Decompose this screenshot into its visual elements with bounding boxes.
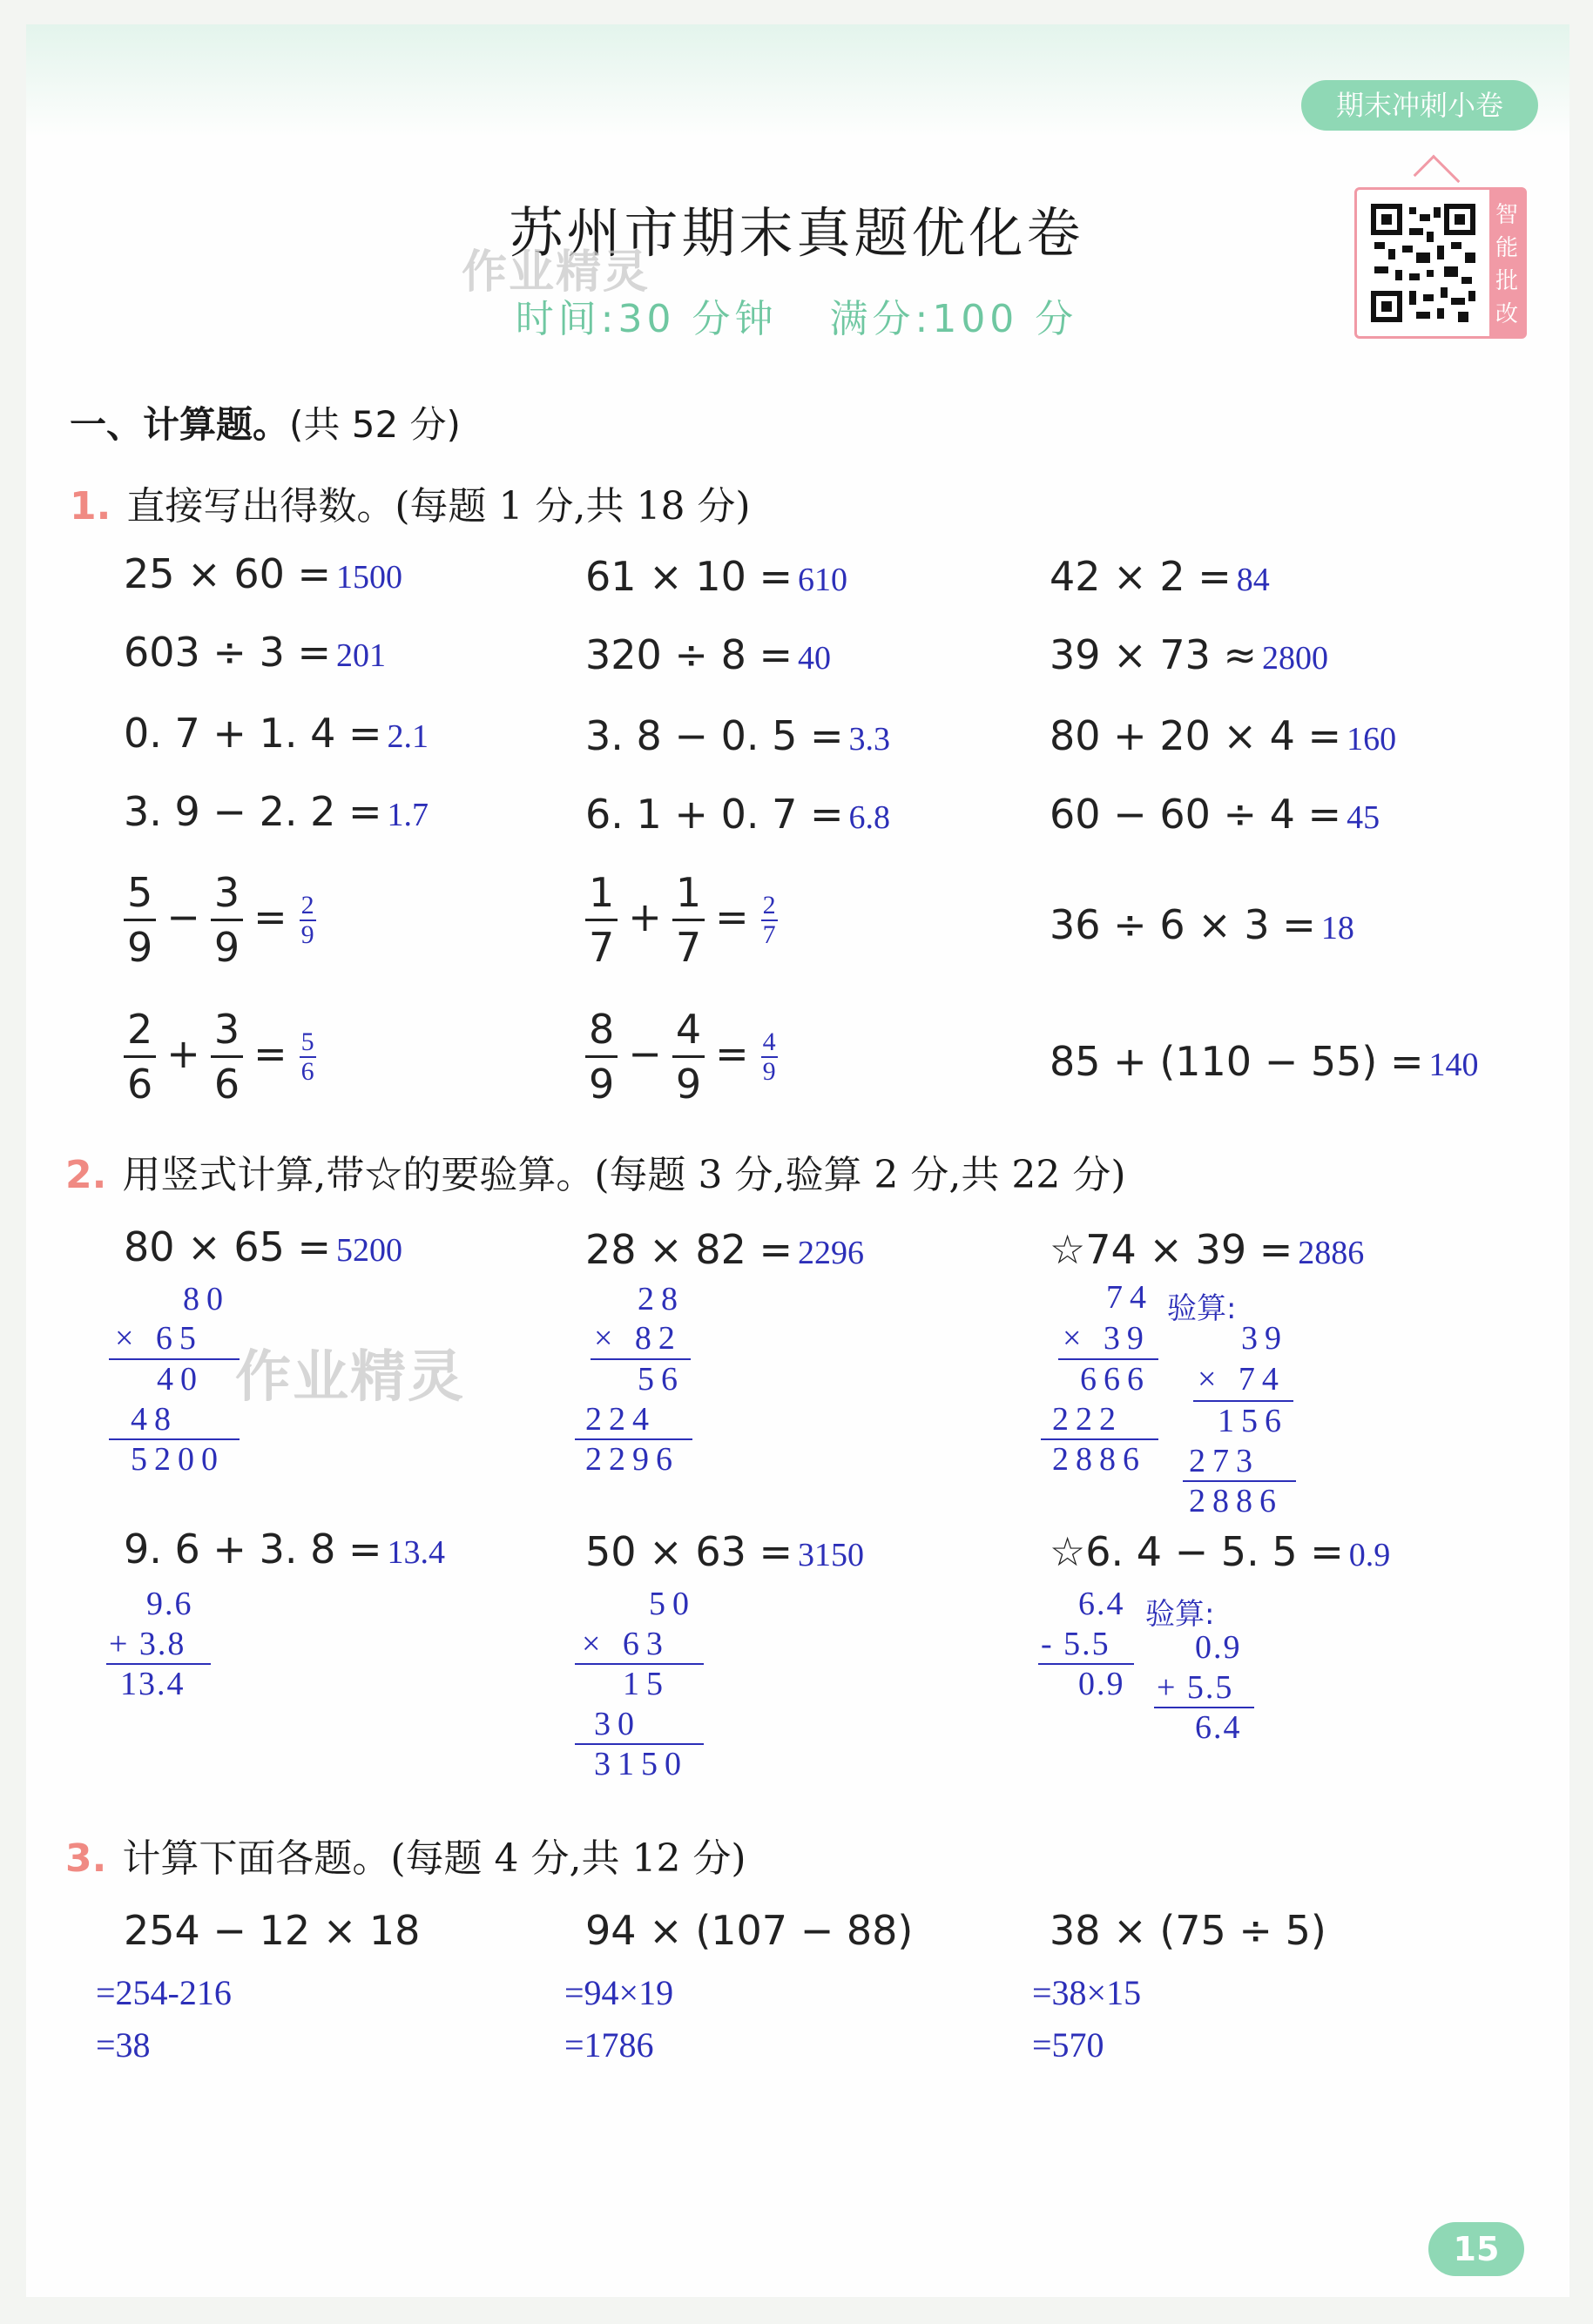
calc-item: ☆6. 4 − 5. 5 = 0.9 [1050, 1528, 1391, 1575]
work-step: =1786 [564, 2025, 654, 2065]
answer: 160 [1347, 721, 1397, 758]
work-line: 224 [585, 1401, 656, 1438]
answer: 1500 [336, 559, 403, 596]
work-line: × 63 [582, 1626, 670, 1662]
calc-item: 60 − 60 ÷ 4 = 45 [1050, 791, 1380, 838]
qr-label-char: 智 [1495, 202, 1518, 228]
work-line: - 5.5 [1041, 1626, 1110, 1662]
full-score: 满分:100 分 [829, 297, 1078, 341]
answer: 18 [1320, 910, 1354, 946]
work-line: × 65 [115, 1320, 203, 1357]
question-number: 1. [70, 484, 111, 529]
exam-tag: 期末冲刺小卷 [1301, 80, 1538, 131]
work-line: 13.4 [120, 1666, 186, 1702]
work-line: 50 [649, 1586, 696, 1622]
calc-item: 6. 1 + 0. 7 = 6.8 [585, 791, 891, 838]
work-line: 666 [1080, 1361, 1151, 1398]
calc-item: 3. 9 − 2. 2 = 1.7 [124, 788, 429, 835]
fraction-item: $\frac{8}{9}$ − $\frac{4}{9}$ = $\frac{4}{9}$ [582, 1003, 778, 1110]
check-line: 2886 [1189, 1483, 1283, 1519]
work-step: =38 [96, 2025, 151, 2065]
calc-item: 0. 7 + 1. 4 = 2.1 [124, 710, 429, 757]
work-line: 6.4 [1078, 1586, 1125, 1622]
section-note: (共 52 分) [289, 403, 461, 446]
question-1 [70, 475, 751, 530]
question-2 [65, 1143, 1126, 1199]
answer: 2886 [1298, 1235, 1365, 1271]
work-line: 222 [1052, 1401, 1123, 1438]
section-heading [70, 396, 461, 448]
fraction-item: $\frac{5}{9}$ − $\frac{3}{9}$ = $\frac{2}{9}$ [120, 866, 316, 973]
work-line: 2296 [585, 1441, 679, 1478]
calc-item: 38 × (75 ÷ 5) [1050, 1907, 1326, 1954]
answer: 40 [798, 640, 832, 677]
answer: 5200 [336, 1232, 403, 1269]
work-step: =254-216 [96, 1973, 232, 2012]
answer: $\frac{2}{9}$ [300, 890, 314, 949]
page-title: 苏州市期末真题优化卷 [509, 201, 1084, 265]
answer: 1.7 [387, 797, 429, 833]
work-step: =570 [1032, 2025, 1104, 2065]
calc-item: 320 ÷ 8 = 40 [585, 631, 832, 678]
work-line: × 39 [1063, 1320, 1151, 1357]
watermark: 作业精灵 [235, 1345, 465, 1410]
work-line: 74 [1106, 1279, 1153, 1316]
work-line: 2886 [1052, 1441, 1146, 1478]
check-line: 273 [1189, 1443, 1259, 1479]
answer: 3150 [798, 1537, 865, 1573]
work-line: 30 [594, 1706, 641, 1742]
calc-item: 61 × 10 = 610 [585, 553, 848, 600]
exam-info [0, 287, 1593, 343]
question-number: 3. [65, 1836, 107, 1881]
section-title: 一、计算题。 [70, 403, 290, 446]
check-label: 验算: [1145, 1597, 1215, 1632]
work-line: × 82 [594, 1320, 682, 1357]
work-line: 0.9 [1078, 1666, 1125, 1702]
check-line: 0.9 [1195, 1629, 1242, 1666]
work-line: 9.6 [146, 1586, 193, 1622]
work-step: =94×19 [564, 1973, 674, 2012]
answer: 45 [1347, 799, 1380, 836]
check-label: 验算: [1167, 1291, 1237, 1326]
calc-item: 80 + 20 × 4 = 160 [1050, 712, 1397, 759]
check-line: + 5.5 [1157, 1669, 1234, 1706]
calc-item: 28 × 82 = 2296 [585, 1226, 865, 1273]
calc-item: 254 − 12 × 18 [124, 1907, 421, 1954]
qr-label-char: 改 [1495, 301, 1518, 327]
fraction-item: $\frac{2}{6}$ + $\frac{3}{6}$ = $\frac{5}{6}$ [120, 1003, 316, 1110]
check-line: × 74 [1198, 1361, 1286, 1398]
calc-item: 39 × 73 ≈ 2800 [1050, 631, 1329, 678]
answer: 140 [1428, 1047, 1479, 1083]
work-line: 28 [638, 1281, 685, 1317]
answer: 2296 [798, 1235, 865, 1271]
answer: 3.3 [848, 721, 891, 758]
qr-label-char: 能 [1495, 235, 1518, 261]
calc-item: 50 × 63 = 3150 [585, 1528, 865, 1575]
work-line: + 3.8 [109, 1626, 186, 1662]
answer: $\frac{4}{9}$ [762, 1027, 776, 1086]
answer: 6.8 [848, 799, 891, 836]
answer: 201 [336, 637, 387, 674]
fraction-item: $\frac{1}{7}$ + $\frac{1}{7}$ = $\frac{2}{7}$ [582, 866, 778, 973]
calc-item: 3. 8 − 0. 5 = 3.3 [585, 712, 891, 759]
work-line: 40 [157, 1361, 204, 1398]
work-line: 15 [623, 1666, 670, 1702]
answer: $\frac{5}{6}$ [300, 1027, 314, 1086]
calc-item: 85 + (110 − 55) = 140 [1050, 1038, 1479, 1085]
calc-item: ☆74 × 39 = 2886 [1050, 1226, 1365, 1273]
question-prompt: 计算下面各题。(每题 4 分,共 12 分) [122, 1836, 746, 1881]
work-line: 3150 [594, 1746, 688, 1782]
calc-item: 25 × 60 = 1500 [124, 550, 403, 597]
page-number: 15 [1428, 2222, 1524, 2276]
answer: 610 [798, 562, 848, 598]
work-line: 5200 [131, 1441, 225, 1478]
check-line: 6.4 [1195, 1709, 1242, 1746]
answer: $\frac{2}{7}$ [762, 890, 776, 949]
question-prompt: 用竖式计算,带☆的要验算。(每题 3 分,验算 2 分,共 22 分) [122, 1153, 1126, 1197]
calc-item: 36 ÷ 6 × 3 = 18 [1050, 901, 1354, 948]
answer: 13.4 [387, 1534, 446, 1571]
watermark: 作业精灵 [462, 246, 651, 299]
work-line: 48 [131, 1401, 178, 1438]
calc-item: 94 × (107 − 88) [585, 1907, 914, 1954]
time-limit: 时间:30 分钟 [515, 297, 778, 341]
calc-item: 42 × 2 = 84 [1050, 553, 1270, 600]
question-number: 2. [65, 1153, 107, 1197]
question-3 [65, 1827, 746, 1883]
check-line: 156 [1218, 1403, 1288, 1439]
calc-item: 80 × 65 = 5200 [124, 1223, 403, 1270]
answer: 84 [1236, 562, 1270, 598]
work-line: 56 [638, 1361, 685, 1398]
check-line: 39 [1241, 1320, 1288, 1357]
calc-item: 603 ÷ 3 = 201 [124, 629, 387, 676]
work-step: =38×15 [1032, 1973, 1142, 2012]
calc-item: 9. 6 + 3. 8 = 13.4 [124, 1526, 446, 1573]
question-prompt: 直接写出得数。(每题 1 分,共 18 分) [126, 484, 751, 529]
qr-label-char: 批 [1495, 268, 1518, 294]
answer: 0.9 [1348, 1537, 1391, 1573]
work-line: 80 [183, 1281, 230, 1317]
answer: 2.1 [387, 718, 429, 755]
answer: 2800 [1262, 640, 1329, 677]
